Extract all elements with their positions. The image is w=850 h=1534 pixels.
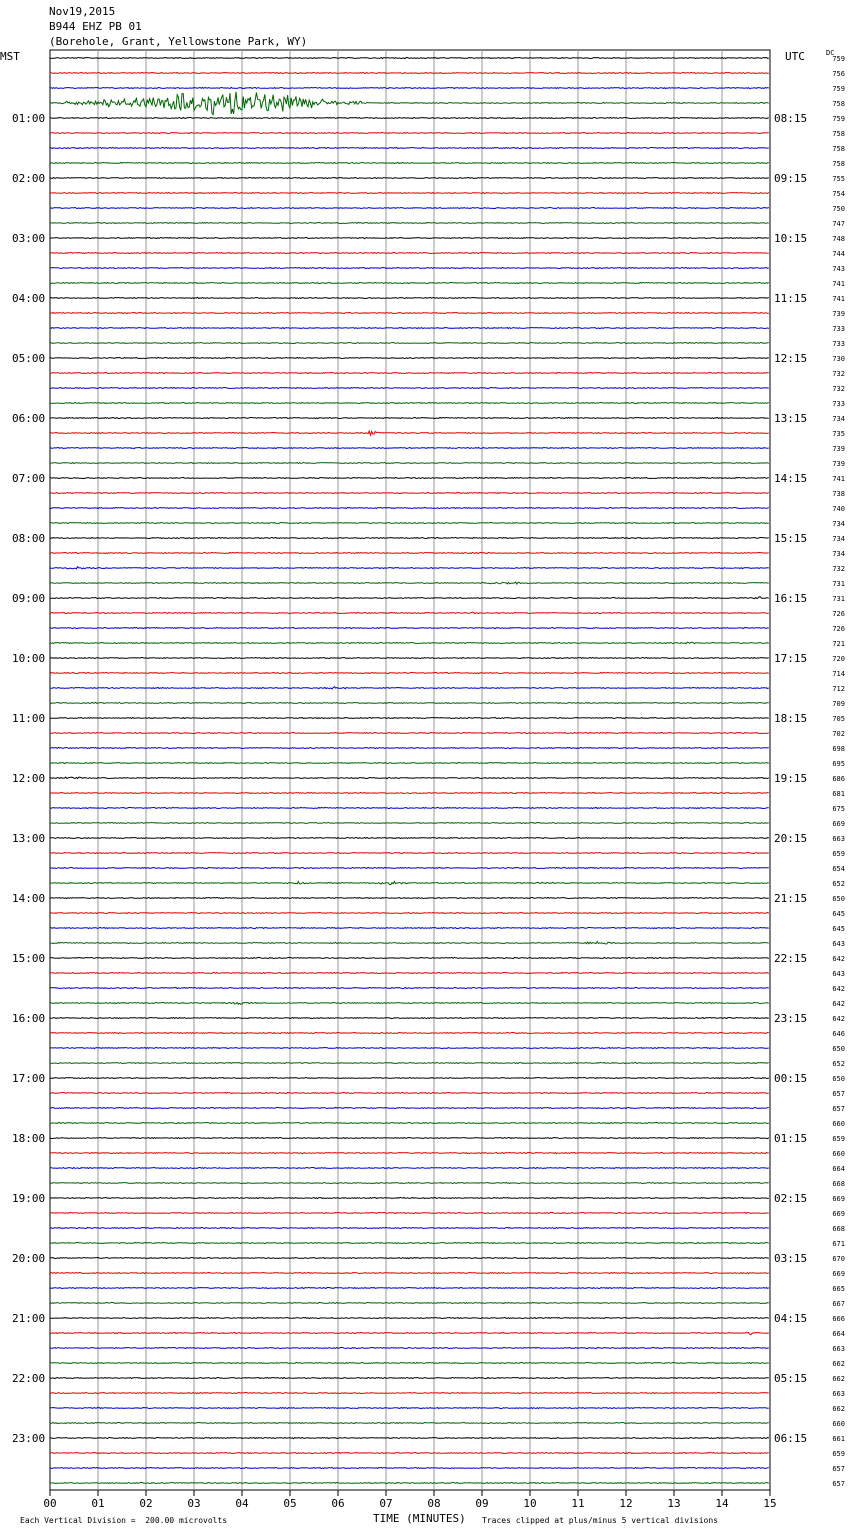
dc-value: 739: [832, 310, 845, 318]
dc-value: 739: [832, 460, 845, 468]
right-hour-label: 18:15: [774, 712, 808, 725]
left-hour-label: 13:00: [12, 832, 46, 845]
dc-value: 645: [832, 910, 845, 918]
trace-line: [50, 687, 769, 689]
x-tick-label: 07: [379, 1497, 393, 1510]
left-hour-label: 22:00: [12, 1372, 46, 1385]
x-tick-label: 03: [187, 1497, 201, 1510]
right-hour-label: 21:15: [774, 892, 808, 905]
trace-line: [50, 1122, 769, 1123]
trace-line: [50, 867, 769, 868]
trace-line: [50, 162, 769, 163]
scale-note: Each Vertical Division = 200.00 microvolts: [20, 1516, 228, 1525]
trace-line: [50, 1302, 769, 1303]
right-hour-label: 08:15: [774, 112, 808, 125]
trace-line: [50, 792, 769, 793]
dc-value: 743: [832, 265, 845, 273]
dc-value: 669: [832, 1195, 845, 1203]
dc-value: 667: [832, 1300, 845, 1308]
dc-value: 675: [832, 805, 845, 813]
trace-line: [50, 732, 769, 733]
dc-value: 659: [832, 1135, 845, 1143]
dc-value: 668: [832, 1180, 845, 1188]
dc-value: 755: [832, 175, 845, 183]
trace-line: [50, 117, 769, 118]
right-hour-label: 00:15: [774, 1072, 808, 1085]
trace-line: [50, 92, 769, 115]
trace-line: [50, 881, 769, 884]
dc-value: 712: [832, 685, 845, 693]
dc-value: 733: [832, 340, 845, 348]
trace-line: [50, 1047, 769, 1048]
dc-value: 734: [832, 415, 845, 423]
trace-line: [50, 1017, 769, 1018]
trace-line: [50, 253, 769, 254]
trace-line: [50, 1273, 769, 1274]
x-tick-label: 15: [763, 1497, 777, 1510]
dc-value: 663: [832, 1390, 845, 1398]
dc-value: 732: [832, 370, 845, 378]
trace-line: [50, 1167, 769, 1168]
dc-value: 660: [832, 1150, 845, 1158]
right-hour-label: 11:15: [774, 292, 808, 305]
dc-value: 662: [832, 1360, 845, 1368]
trace-line: [50, 447, 769, 448]
dc-value: 645: [832, 925, 845, 933]
header-date: Nov19,2015: [49, 5, 116, 18]
trace-line: [50, 133, 769, 134]
trace-line: [50, 987, 769, 988]
trace-line: [50, 1062, 769, 1063]
trace-line: [50, 1152, 769, 1153]
dc-label: DC: [826, 49, 835, 57]
dc-value: 748: [832, 235, 845, 243]
dc-value: 726: [832, 610, 845, 618]
trace-line: [50, 357, 769, 358]
trace-line: [50, 1377, 769, 1378]
dc-value: 663: [832, 1345, 845, 1353]
trace-line: [50, 1002, 769, 1004]
dc-value: 758: [832, 160, 845, 168]
dc-value: 660: [832, 1120, 845, 1128]
trace-line: [50, 1482, 769, 1483]
right-hour-label: 06:15: [774, 1432, 808, 1445]
dc-value: 643: [832, 970, 845, 978]
right-hour-label: 12:15: [774, 352, 808, 365]
trace-line: [50, 927, 769, 928]
dc-value: 709: [832, 700, 845, 708]
trace-line: [50, 177, 769, 178]
dc-value: 657: [832, 1105, 845, 1113]
x-tick-label: 12: [619, 1497, 633, 1510]
dc-value: 652: [832, 880, 845, 888]
dc-value: 759: [832, 115, 845, 123]
trace-line: [50, 747, 769, 748]
x-tick-label: 13: [667, 1497, 681, 1510]
trace-line: [50, 431, 769, 435]
trace-line: [50, 1032, 769, 1033]
trace-line: [50, 1332, 769, 1334]
left-hour-label: 03:00: [12, 232, 46, 245]
dc-value: 733: [832, 325, 845, 333]
dc-value: 642: [832, 1000, 845, 1008]
left-hour-label: 08:00: [12, 532, 46, 545]
trace-line: [50, 552, 769, 553]
trace-line: [50, 1287, 769, 1288]
trace-line: [50, 388, 769, 389]
dc-value: 731: [832, 595, 845, 603]
right-timezone-label: UTC: [785, 50, 805, 63]
plot-frame: [50, 50, 770, 1490]
dc-value: 652: [832, 1060, 845, 1068]
dc-value: 732: [832, 385, 845, 393]
dc-value: 741: [832, 295, 845, 303]
trace-line: [50, 612, 769, 614]
dc-value: 642: [832, 1015, 845, 1023]
dc-value: 666: [832, 1315, 845, 1323]
trace-line: [50, 777, 769, 779]
left-hour-label: 21:00: [12, 1312, 46, 1325]
trace-line: [50, 327, 769, 328]
dc-value: 750: [832, 205, 845, 213]
dc-value: 642: [832, 955, 845, 963]
right-hour-label: 15:15: [774, 532, 808, 545]
trace-line: [50, 523, 769, 524]
trace-line: [50, 1092, 769, 1093]
trace-line: [50, 672, 769, 673]
right-hour-label: 16:15: [774, 592, 808, 605]
trace-line: [50, 222, 769, 223]
right-hour-label: 02:15: [774, 1192, 808, 1205]
trace-line: [50, 972, 769, 973]
x-tick-label: 08: [427, 1497, 441, 1510]
dc-value: 663: [832, 835, 845, 843]
dc-value: 735: [832, 430, 845, 438]
dc-value: 754: [832, 190, 845, 198]
dc-value: 659: [832, 1450, 845, 1458]
dc-value: 664: [832, 1330, 845, 1338]
dc-value: 733: [832, 400, 845, 408]
trace-line: [50, 627, 769, 628]
trace-line: [50, 1138, 769, 1139]
trace-line: [50, 1183, 769, 1184]
right-hour-label: 13:15: [774, 412, 808, 425]
trace-line: [50, 372, 769, 373]
dc-value: 744: [832, 250, 845, 258]
dc-value: 734: [832, 535, 845, 543]
dc-value: 669: [832, 1270, 845, 1278]
dc-value: 730: [832, 355, 845, 363]
trace-line: [50, 507, 769, 508]
dc-value: 756: [832, 70, 845, 78]
left-hour-label: 05:00: [12, 352, 46, 365]
x-tick-label: 02: [139, 1497, 153, 1510]
dc-value: 657: [832, 1090, 845, 1098]
dc-value: 758: [832, 130, 845, 138]
dc-value: 643: [832, 940, 845, 948]
x-tick-label: 04: [235, 1497, 249, 1510]
left-hour-label: 07:00: [12, 472, 46, 485]
left-hour-label: 17:00: [12, 1072, 46, 1085]
trace-line: [50, 1393, 769, 1394]
trace-line: [50, 342, 769, 343]
dc-value: 646: [832, 1030, 845, 1038]
trace-line: [50, 702, 769, 703]
right-hour-label: 04:15: [774, 1312, 808, 1325]
left-timezone-label: MST: [0, 50, 20, 63]
dc-value: 670: [832, 1255, 845, 1263]
dc-value: 714: [832, 670, 845, 678]
trace-line: [50, 912, 769, 913]
right-hour-label: 17:15: [774, 652, 808, 665]
left-hour-label: 14:00: [12, 892, 46, 905]
dc-value: 759: [832, 85, 845, 93]
dc-value: 659: [832, 850, 845, 858]
trace-line: [50, 1077, 769, 1078]
dc-value: 654: [832, 865, 845, 873]
header-station: B944 EHZ PB 01: [49, 20, 142, 33]
dc-value: 662: [832, 1375, 845, 1383]
trace-line: [50, 282, 769, 283]
x-tick-label: 06: [331, 1497, 345, 1510]
x-tick-label: 00: [43, 1497, 57, 1510]
dc-value: 669: [832, 1210, 845, 1218]
left-hour-label: 19:00: [12, 1192, 46, 1205]
dc-value: 726: [832, 625, 845, 633]
trace-line: [50, 1347, 769, 1348]
dc-value: 734: [832, 550, 845, 558]
dc-value: 681: [832, 790, 845, 798]
trace-line: [50, 462, 769, 463]
right-hour-label: 22:15: [774, 952, 808, 965]
dc-value: 662: [832, 1405, 845, 1413]
x-axis-title: TIME (MINUTES): [373, 1512, 466, 1525]
dc-value: 702: [832, 730, 845, 738]
left-hour-label: 04:00: [12, 292, 46, 305]
left-hour-label: 11:00: [12, 712, 46, 725]
dc-value: 732: [832, 565, 845, 573]
dc-value: 669: [832, 820, 845, 828]
trace-line: [50, 1422, 769, 1423]
trace-line: [50, 717, 769, 718]
trace-line: [50, 147, 769, 148]
trace-line: [50, 897, 769, 898]
dc-value: 747: [832, 220, 845, 228]
trace-line: [50, 597, 769, 599]
left-hour-label: 20:00: [12, 1252, 46, 1265]
dc-value: 668: [832, 1225, 845, 1233]
left-hour-label: 10:00: [12, 652, 46, 665]
right-hour-label: 20:15: [774, 832, 808, 845]
left-hour-label: 01:00: [12, 112, 46, 125]
right-hour-label: 23:15: [774, 1012, 808, 1025]
dc-value: 665: [832, 1285, 845, 1293]
left-hour-label: 06:00: [12, 412, 46, 425]
trace-line: [50, 492, 769, 493]
trace-line: [50, 642, 769, 643]
right-hour-label: 09:15: [774, 172, 808, 185]
dc-value: 758: [832, 145, 845, 153]
left-hour-label: 12:00: [12, 772, 46, 785]
dc-value: 738: [832, 490, 845, 498]
trace-line: [50, 1227, 769, 1228]
left-hour-label: 09:00: [12, 592, 46, 605]
left-hour-label: 23:00: [12, 1432, 46, 1445]
dc-value: 660: [832, 1420, 845, 1428]
right-hour-label: 05:15: [774, 1372, 808, 1385]
trace-line: [50, 942, 769, 944]
trace-line: [50, 852, 769, 853]
dc-value: 705: [832, 715, 845, 723]
clip-note: Traces clipped at plus/minus 5 vertical divisions: [482, 1516, 719, 1525]
dc-value: 740: [832, 505, 845, 513]
right-hour-label: 03:15: [774, 1252, 808, 1265]
trace-line: [50, 1467, 769, 1468]
dc-value: 759: [832, 55, 845, 63]
trace-line: [50, 207, 769, 208]
trace-line: [50, 567, 769, 569]
trace-line: [50, 1242, 769, 1243]
dc-value: 664: [832, 1165, 845, 1173]
dc-value: 758: [832, 100, 845, 108]
dc-value: 650: [832, 1075, 845, 1083]
trace-line: [50, 87, 769, 88]
dc-value: 695: [832, 760, 845, 768]
right-hour-label: 19:15: [774, 772, 808, 785]
dc-value: 739: [832, 445, 845, 453]
header-location: (Borehole, Grant, Yellowstone Park, WY): [49, 35, 308, 48]
trace-line: [50, 837, 769, 838]
trace-line: [50, 1197, 769, 1198]
trace-line: [50, 57, 769, 58]
trace-line: [50, 402, 769, 403]
x-tick-label: 05: [283, 1497, 297, 1510]
left-hour-label: 15:00: [12, 952, 46, 965]
x-tick-label: 11: [571, 1497, 585, 1510]
dc-value: 741: [832, 475, 845, 483]
trace-line: [50, 1437, 769, 1438]
trace-line: [50, 192, 769, 193]
trace-line: [50, 477, 769, 478]
dc-value: 734: [832, 520, 845, 528]
trace-line: [50, 1212, 769, 1213]
dc-value: 698: [832, 745, 845, 753]
x-tick-label: 14: [715, 1497, 729, 1510]
trace-line: [50, 537, 769, 538]
trace-line: [50, 297, 769, 298]
trace-line: [50, 807, 769, 808]
trace-line: [50, 1107, 769, 1108]
trace-line: [50, 957, 769, 958]
trace-line: [50, 1452, 769, 1453]
x-tick-label: 01: [91, 1497, 105, 1510]
trace-line: [50, 657, 769, 658]
right-hour-label: 10:15: [774, 232, 808, 245]
trace-line: [50, 762, 769, 763]
left-hour-label: 18:00: [12, 1132, 46, 1145]
dc-value: 661: [832, 1435, 845, 1443]
dc-value: 657: [832, 1480, 845, 1488]
trace-line: [50, 1362, 769, 1363]
dc-value: 650: [832, 895, 845, 903]
dc-value: 686: [832, 775, 845, 783]
trace-line: [50, 72, 769, 73]
trace-line: [50, 417, 769, 418]
dc-value: 657: [832, 1465, 845, 1473]
trace-line: [50, 1318, 769, 1319]
trace-line: [50, 312, 769, 313]
dc-value: 642: [832, 985, 845, 993]
right-hour-label: 14:15: [774, 472, 808, 485]
trace-line: [50, 822, 769, 823]
trace-line: [50, 267, 769, 268]
dc-value: 650: [832, 1045, 845, 1053]
dc-value: 671: [832, 1240, 845, 1248]
dc-value: 731: [832, 580, 845, 588]
left-hour-label: 16:00: [12, 1012, 46, 1025]
trace-line: [50, 1258, 769, 1259]
left-hour-label: 02:00: [12, 172, 46, 185]
trace-line: [50, 582, 769, 584]
x-tick-label: 10: [523, 1497, 537, 1510]
x-tick-label: 09: [475, 1497, 489, 1510]
trace-line: [50, 1408, 769, 1409]
dc-value: 720: [832, 655, 845, 663]
right-hour-label: 01:15: [774, 1132, 808, 1145]
dc-value: 741: [832, 280, 845, 288]
trace-line: [50, 237, 769, 238]
dc-value: 721: [832, 640, 845, 648]
